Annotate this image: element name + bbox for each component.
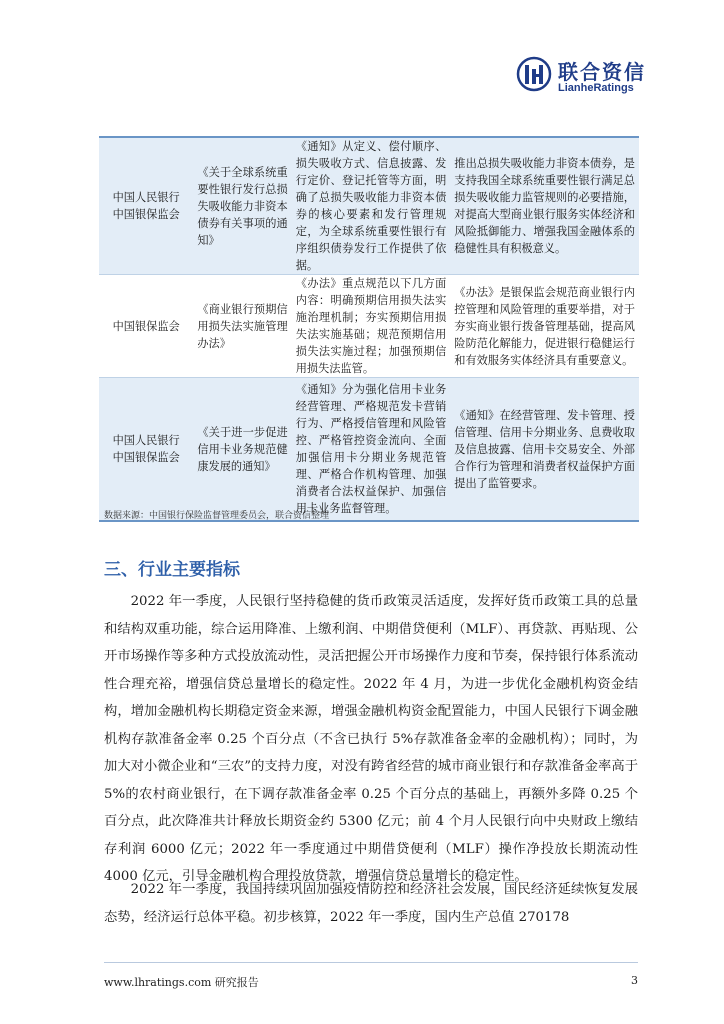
lianhe-logo: [516, 56, 676, 96]
body-paragraph: 2022 年一季度，我国持续巩固加强疫情防控和经济社会发展，国民经济延续恢复发展态势，经济运行总体平稳。初步核算，2022 年一季度，国内生产总值 270178: [104, 882, 638, 925]
significance-cell: 《通知》在经营管理、发卡管理、授信管理、信用卡分期业务、息费收取及信息披露、信用卡交易安全、外部合作行为管理和消费者权益保护方面提出了监管要求。: [450, 378, 639, 522]
logo-chinese-name: 联合资信: [558, 60, 646, 84]
document-cell: 《关于进一步促进信用卡业务规范健康发展的通知》: [193, 378, 291, 522]
agency-cell: 中国银保监会: [99, 275, 193, 378]
agency-cell: 中国人民银行 中国银保监会: [99, 378, 193, 522]
document-cell: 《关于全球系统重要性银行发行总损失吸收能力非资本债券有关事项的通知》: [193, 137, 291, 275]
content-cell: 《通知》从定义、偿付顺序、损失吸收方式、信息披露、发行定价、登记托管等方面，明确了总损失吸收能力非资本债券的核心要素和发行管理规定，为全球系统重要性银行有序组织债券发行工作提供了依据。: [292, 137, 451, 275]
significance-cell: 推出总损失吸收能力非资本债券，是支持我国全球系统重要性银行满足总损失吸收能力监管规则的必要措施，对提高大型商业银行服务实体经济和风险抵御能力、增强我国金融体系的稳健性具有积极意义。: [450, 137, 639, 275]
significance-cell: 《办法》是银保监会规范商业银行内控管理和风险管理的重要举措，对于夯实商业银行拨备管理基础，提高风险防范化解能力，促进银行稳健运行和有效服务实体经济具有重要意义。: [450, 275, 639, 378]
agency-cell: 中国人民银行 中国银保监会: [99, 137, 193, 275]
footer-url[interactable]: www.lhratings.com: [104, 976, 212, 989]
section-title: 三、行业主要指标: [104, 560, 240, 580]
table-row: [99, 137, 639, 275]
document-cell: 《商业银行预期信用损失法实施管理办法》: [193, 275, 291, 378]
page-number: 3: [631, 974, 638, 987]
logo-english-name: LianheRatings: [558, 82, 634, 94]
lianhe-logo-icon: [516, 56, 552, 92]
footer-divider: [104, 962, 638, 963]
content-cell: 《办法》重点规范以下几方面内容：明确预期信用损失法实施治理机制；夯实预期信用损失法实施基础；规范预期信用损失法实施过程；加强预期信用损失法监管。: [292, 275, 451, 378]
footer-report-label: 研究报告: [214, 976, 259, 989]
body-paragraph: 2022 年一季度，人民银行坚持稳健的货币政策灵活适度，发挥好货币政策工具的总量和结构双重功能，综合运用降准、上缴利润、中期借贷便利（MLF）、再贷款、再贴现、公开市场操作等多种方式投放流动性，灵活把握公开市场操作力度和节奏，保持银行体系流动性合理充裕，增强信贷总量增长的稳定性。2022 年 4 月，为进一步优化金融机构资金结构，增加金融机构长期稳定资金来源，增强金融机构资金配置能力，中国人民银行下调金融机构存款准备金率 0.25 个百分点（不含已执行 5%存款准备金率的金融机构）；同时，为加大对小微企业和“三农”的支持力度，对没有跨省经营的城市商业银行和存款准备金率高于 5%的农村商业银行，在下调存款准备金率 0.25 个百分点的基础上，再额外多降 0.25 个百分点，此次降准共计释放长期资金约 5300 亿元；前 4 个月人民银行向中央财政上缴结存利润 6000 亿元；2022 年一季度通过中期借贷便利（MLF）操作净投放长期流动性 4000 亿元，引导金融机构合理投放贷款，增强信贷总量增长的稳定性。: [104, 594, 638, 884]
content-cell: 《通知》分为强化信用卡业务经营管理、严格规范发卡营销行为、严格授信管理和风险管控、严格管控资金流向、全面加强信用卡分期业务规范管理、严格合作机构管理、加强消费者合法权益保护、加强信用卡业务监督管理。: [292, 378, 451, 522]
table-row: [99, 275, 639, 378]
table-row: [99, 378, 639, 522]
footer-site: [104, 974, 259, 990]
table-source-note: 数据来源：中国银行保险监督管理委员会，联合资信整理: [104, 511, 330, 521]
policy-table: [99, 136, 639, 522]
